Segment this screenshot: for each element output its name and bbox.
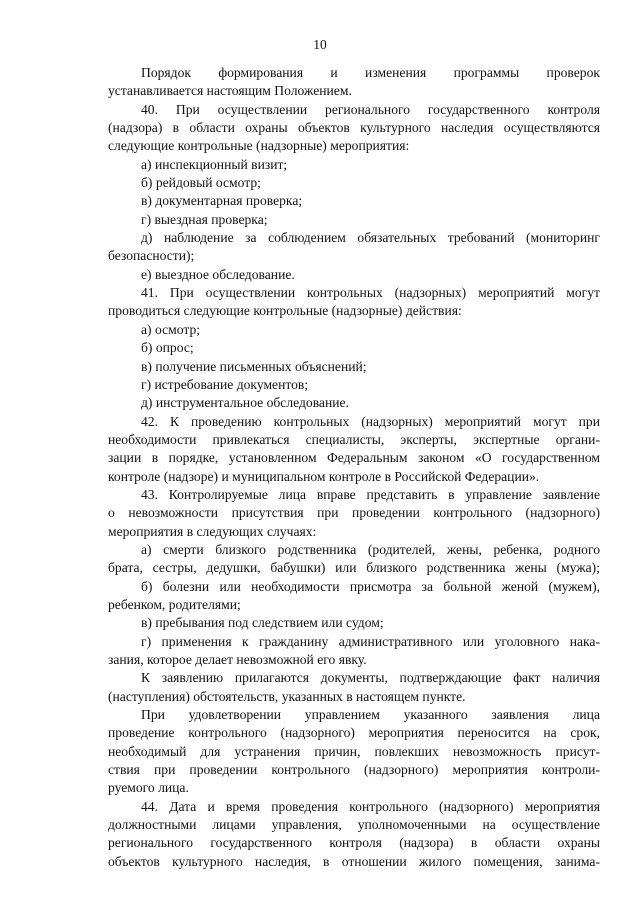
text-line: проводиться следующие контрольные (надзорные) действия:: [108, 303, 462, 319]
text-line: в) пребывания под следствием или судом;: [141, 615, 384, 631]
text-line: брата, сестры, дедушки, бабушки) или близкого родственника жены (мужа);: [108, 560, 600, 576]
text-line: е) выездное обследование.: [141, 266, 295, 282]
text-line: (наступления) обстоятельств, указанных в настоящем пункте.: [108, 688, 466, 704]
text-line: б) опрос;: [141, 340, 194, 356]
text-line: объектов культурного наследия, в отношении жилого помещения, занима-: [108, 853, 600, 869]
text-line: мероприятия в следующих случаях:: [108, 523, 317, 539]
text-line: 41. При осуществлении контрольных (надзорных) мероприятий могут: [141, 285, 600, 301]
text-line: г) выездная проверка;: [141, 211, 268, 227]
text-line: руемого лица.: [108, 780, 189, 796]
text-line: 42. К проведению контрольных (надзорных) мероприятий могут при: [141, 413, 600, 429]
text-line: в) документарная проверка;: [141, 193, 303, 209]
text-line: б) болезни или необходимости присмотра за больной женой (мужем),: [141, 578, 600, 594]
text-line: г) применения к гражданину административного или уголовного нака-: [141, 633, 600, 649]
text-line: 43. Контролируемые лица вправе представить в управление заявление: [141, 486, 600, 502]
text-line: д) инструментальное обследование.: [141, 395, 349, 411]
text-line: устанавливается настоящим Положением.: [108, 83, 352, 99]
text-line: б) рейдовый осмотр;: [141, 175, 261, 191]
text-line: ребенком, родителями;: [108, 596, 241, 612]
text-line: зации в порядке, установленном Федеральным законом «О государственном: [108, 450, 600, 466]
text-line: необходимости привлекаться специалисты, эксперты, экспертные органи-: [108, 431, 600, 447]
text-line: (надзора) в области охраны объектов культурного наследия осуществляются: [108, 120, 600, 136]
text-line: 44. Дата и время проведения контрольного (надзорного) мероприятия: [141, 798, 600, 814]
text-line: контроле (надзоре) и муниципальном контроле в Российской Федерации».: [108, 468, 540, 484]
text-line: регионального государственного контроля (надзора) в области охраны: [108, 835, 600, 851]
text-line: а) инспекционный визит;: [141, 156, 288, 172]
text-line: следующие контрольные (надзорные) мероприятия:: [108, 138, 410, 154]
text-line: г) истребование документов;: [141, 376, 309, 392]
text-line: д) наблюдение за соблюдением обязательных требований (мониторинг: [141, 230, 600, 246]
text-line: о невозможности присутствия при проведении контрольного (надзорного): [108, 505, 600, 521]
text-line: При удовлетворении управлением указанного заявления лица: [141, 707, 600, 723]
text-line: в) получение письменных объяснений;: [141, 358, 367, 374]
text-line: ствия при проведении контрольного (надзорного) мероприятия контроли-: [108, 762, 600, 778]
text-line: а) смерти близкого родственника (родителей, жены, ребенка, родного: [141, 541, 600, 557]
page-number: 10: [313, 37, 327, 52]
text-line: должностными лицами управления, уполномоченными на осуществление: [108, 817, 600, 833]
text-line: Порядок формирования и изменения программы проверок: [141, 65, 600, 80]
text-line: а) осмотр;: [141, 321, 201, 337]
text-line: проведение контрольного (надзорного) мероприятия переносится на срок,: [108, 725, 600, 741]
text-line: 40. При осуществлении регионального государственного контроля: [141, 101, 600, 117]
document-body: [108, 64, 600, 871]
text-line: безопасности);: [108, 248, 195, 264]
text-line: К заявлению прилагаются документы, подтверждающие факт наличия: [141, 670, 600, 686]
text-line: необходимый для устранения причин, повлекших невозможность присут-: [108, 743, 600, 759]
text-line: зания, которое делает невозможной его явку.: [108, 652, 367, 667]
